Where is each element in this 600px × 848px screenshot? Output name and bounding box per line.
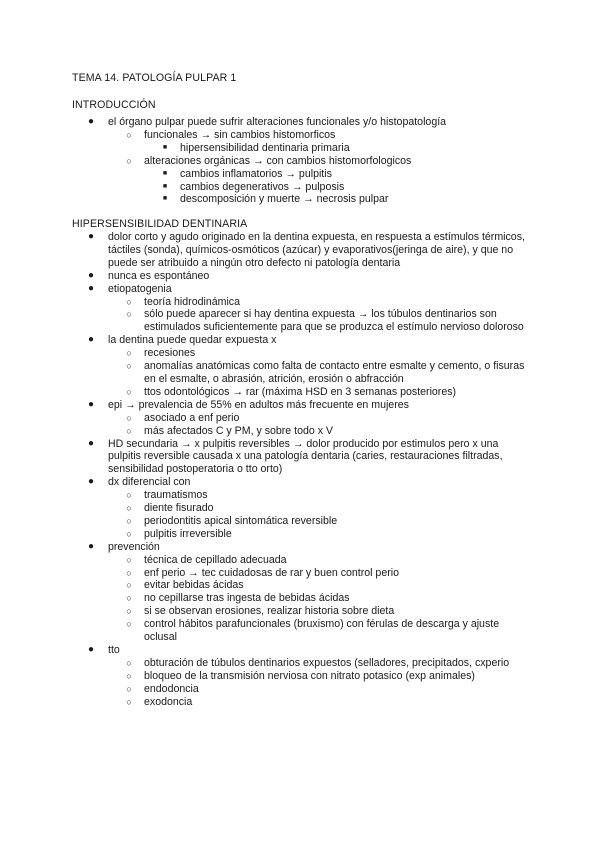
bullet-icon: ● xyxy=(87,644,95,655)
list-item-level-2 xyxy=(72,554,532,567)
list-item-text: etiopatogenia xyxy=(108,282,172,295)
list-item-level-1 xyxy=(72,283,532,296)
list-item-level-1 xyxy=(72,270,532,283)
list-item-text: traumatismos xyxy=(144,489,208,502)
list-item-text: sólo puede aparecer si hay dentina expuesta → los túbulos dentinarios son estimulados suficientemente para que se produzca el estímulo nervioso doloroso xyxy=(144,308,524,334)
list-item-level-2 xyxy=(72,657,532,670)
list-item-level-1 xyxy=(72,399,532,412)
bullet-icon: ○ xyxy=(126,683,132,694)
list-item-text: dx diferencial con xyxy=(108,476,191,489)
list-item-level-3 xyxy=(72,168,532,181)
list-item-level-2 xyxy=(72,489,532,502)
list-item-level-2 xyxy=(72,360,532,386)
list-item-text: ttos odontológicos → rar (máxima HSD en 3 semanas posteriores) xyxy=(144,385,457,398)
list-item-level-2 xyxy=(72,502,532,515)
bullet-icon: ○ xyxy=(126,412,132,423)
list-item-text: diente fisurado xyxy=(144,502,214,515)
section-heading-hipersensibilidad: HIPERSENSIBILIDAD DENTINARIA xyxy=(72,218,248,230)
list-item-text: alteraciones orgánicas → con cambios histomorfologicos xyxy=(144,154,412,167)
bullet-icon: ● xyxy=(87,437,95,449)
bullet-icon: ○ xyxy=(126,425,132,436)
list-item-text: control hábitos parafuncionales (bruxismo) con férulas de descarga y ajuste oclusal xyxy=(144,618,500,644)
list-item-level-2 xyxy=(72,592,532,605)
bullet-icon: ● xyxy=(87,116,95,127)
bullet-icon: ○ xyxy=(126,580,132,591)
list-item-text: enf perio → tec cuidadosas de rar y buen control perio xyxy=(144,566,399,579)
list-item-text: obturación de túbulos dentinarios expuestos (selladores, precipitados, cxperio xyxy=(144,656,510,669)
list-item-level-3 xyxy=(72,181,532,194)
list-item-text: periodontitis apical sintomática reversible xyxy=(144,514,338,527)
bullet-icon: ○ xyxy=(126,155,132,166)
list-item-text: bloqueo de la transmisión nerviosa con nitrato potasico (exp animales) xyxy=(144,669,475,682)
list-item-level-2 xyxy=(72,129,532,142)
list-item-text: evitar bebidas ácidas xyxy=(144,579,244,592)
bullet-icon: ○ xyxy=(126,696,132,707)
list-item-level-3 xyxy=(72,193,532,206)
list-item-level-3 xyxy=(72,142,532,155)
list-item-level-1 xyxy=(72,541,532,554)
list-item-text: exodoncia xyxy=(144,695,193,708)
bullet-icon: ● xyxy=(87,398,95,410)
section-heading-introduccion: INTRODUCCIÓN xyxy=(72,99,156,111)
bullet-icon: ● xyxy=(87,476,95,488)
bullet-icon: ○ xyxy=(126,593,132,604)
bullet-icon: ○ xyxy=(126,554,132,565)
list-item-text: cambios inflamatorios → pulpitis xyxy=(180,167,332,180)
list-item-level-1 xyxy=(72,116,532,129)
list-item-text: cambios degenerativos → pulposis xyxy=(180,180,345,193)
list-item-level-2 xyxy=(72,296,532,309)
bullet-icon: ○ xyxy=(126,490,132,501)
bullet-icon: ● xyxy=(87,282,95,294)
bullet-icon: ○ xyxy=(126,361,132,372)
list-item-text: endodoncia xyxy=(144,682,199,695)
bullet-icon: ○ xyxy=(126,348,132,359)
list-item-text: anomalías anatómicas como falta de contacto entre esmalte y cemento, o fisuras en el esmalte, o abrasión, atrición, erosión o abfracción xyxy=(144,360,525,385)
list-item-level-2 xyxy=(72,308,532,334)
bullet-icon: ○ xyxy=(126,606,132,617)
bullet-icon: ○ xyxy=(126,657,132,668)
bullet-icon: ○ xyxy=(126,503,132,514)
page-title: TEMA 14. PATOLOGÍA PULPAR 1 xyxy=(72,72,237,84)
hipersensibilidad-list xyxy=(72,231,532,709)
list-item-level-2 xyxy=(72,579,532,592)
list-item-text: más afectados C y PM, y sobre todo x V xyxy=(144,424,334,437)
list-item-text: hipersensibilidad dentinaria primaria xyxy=(180,141,350,154)
list-item-level-2 xyxy=(72,567,532,580)
bullet-icon: ○ xyxy=(126,309,132,320)
list-item-text: descomposición y muerte → necrosis pulpar xyxy=(180,193,389,206)
bullet-icon: ○ xyxy=(126,386,132,397)
list-item-text: teoría hidrodinámica xyxy=(144,295,240,308)
list-item-text: tto xyxy=(108,644,120,656)
list-item-level-1 xyxy=(72,644,532,657)
list-item-text: recesiones xyxy=(144,347,196,360)
bullet-icon: ● xyxy=(87,269,95,281)
list-item-text: si se observan erosiones, realizar historia sobre dieta xyxy=(144,605,395,618)
list-item-level-2 xyxy=(72,528,532,541)
list-item-level-2 xyxy=(72,670,532,683)
list-item-level-1 xyxy=(72,231,532,270)
bullet-icon: ● xyxy=(87,231,95,242)
list-item-level-1 xyxy=(72,334,532,347)
list-item-text: nunca es espontáneo xyxy=(108,269,210,282)
bullet-icon: ■ xyxy=(162,169,168,177)
list-item-level-2 xyxy=(72,515,532,528)
list-item-level-2 xyxy=(72,347,532,360)
list-item-text: la dentina puede quedar expuesta x xyxy=(108,334,277,347)
list-item-level-2 xyxy=(72,386,532,399)
list-item-level-2 xyxy=(72,696,532,709)
bullet-icon: ● xyxy=(87,540,95,552)
bullet-icon: ■ xyxy=(162,195,168,203)
list-item-level-2 xyxy=(72,683,532,696)
list-item-level-2 xyxy=(72,412,532,425)
bullet-icon: ● xyxy=(87,334,95,346)
bullet-icon: ○ xyxy=(126,567,132,578)
bullet-icon: ○ xyxy=(126,619,132,630)
list-item-level-2 xyxy=(72,425,532,438)
bullet-icon: ○ xyxy=(126,515,132,526)
bullet-icon: ■ xyxy=(162,143,168,151)
list-item-level-2 xyxy=(72,605,532,618)
bullet-icon: ○ xyxy=(126,670,132,681)
list-item-text: HD secundaria → x pulpitis reversibles → dolor producido por estimulos pero x una pulpitis reversible causada x una patología dentaria (caries, restauraciones filtradas, sensibilidad postoperatoria o tto orto) xyxy=(108,437,503,476)
list-item-text: el órgano pulpar puede sufrir alteraciones funcionales y/o histopatología xyxy=(108,116,447,128)
list-item-text: no cepillarse tras ingesta de bebidas ácidas xyxy=(144,592,350,605)
list-item-text: asociado a enf perio xyxy=(144,411,240,424)
bullet-icon: ■ xyxy=(162,182,168,190)
list-item-text: epi → prevalencia de 55% en adultos más frecuente en mujeres xyxy=(108,398,409,411)
list-item-text: prevención xyxy=(108,540,160,553)
introduccion-list xyxy=(72,116,532,206)
list-item-level-2 xyxy=(72,155,532,168)
bullet-icon: ○ xyxy=(126,296,132,307)
bullet-icon: ○ xyxy=(126,528,132,539)
list-item-level-1 xyxy=(72,476,532,489)
list-item-text: funcionales → sin cambios histomorficos xyxy=(144,128,336,141)
list-item-text: pulpitis irreversible xyxy=(144,527,232,540)
list-item-level-2 xyxy=(72,618,532,644)
list-item-text: técnica de cepillado adecuada xyxy=(144,553,287,566)
bullet-icon: ○ xyxy=(126,129,132,140)
list-item-text: dolor corto y agudo originado en la dentina expuesta, en respuesta a estímulos térmicos, táctiles (sonda), químicos-osmóticos (azúcar) y evaporativos(jeringa de aire), y que no puede ser atribuido a ningún otro defecto ni patología dentaria xyxy=(108,231,525,269)
list-item-level-1 xyxy=(72,438,532,477)
